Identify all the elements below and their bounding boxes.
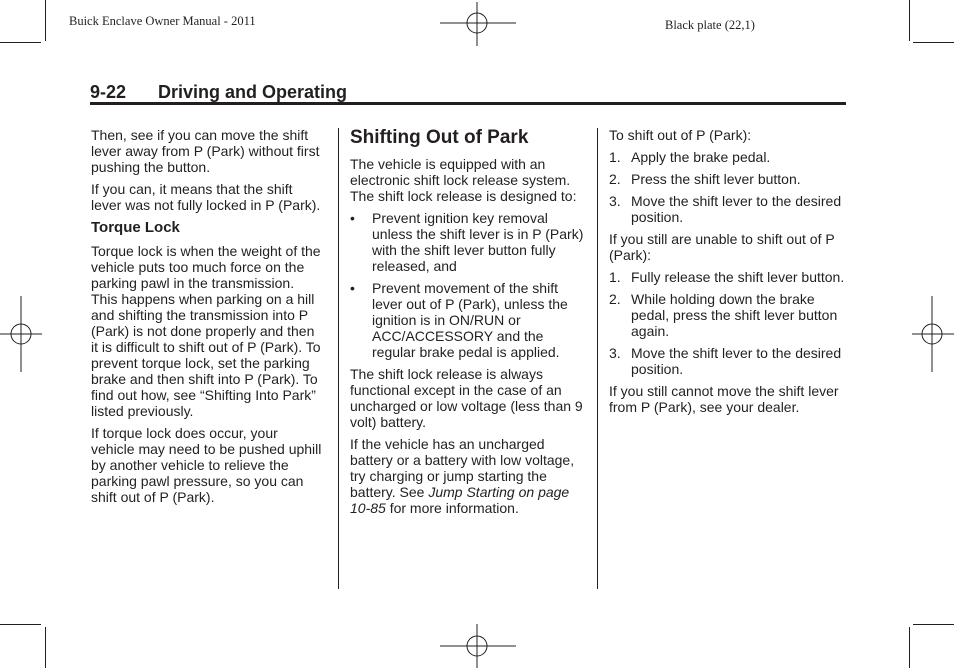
paragraph: Torque lock is when the weight of the vehicle puts too much force on the parking pawl in the transmission. This happens when parking on a hill and shifting the transmission into P (Park) is not done properly and then it is difficult to shift out of P (Park). To prevent torque lock, set the parking brake and then shift into P (Park). To find out how, see “Shifting Into Park” listed previously. <box>91 243 321 419</box>
step-text: While holding down the brake pedal, press the shift lever button again. <box>631 291 838 339</box>
paragraph-text: for more information. <box>385 500 519 516</box>
crop-mark <box>913 624 954 625</box>
section-title: Driving and Operating <box>158 82 348 102</box>
step-number: 3. <box>609 345 621 361</box>
paragraph: If you can, it means that the shift lever was not fully locked in P (Park). <box>91 181 321 213</box>
paragraph: Then, see if you can move the shift lever away from P (Park) without first pushing the button. <box>91 127 320 175</box>
paragraph: The shift lock release is always functional except in the case of an uncharged or low voltage (less than 9 volt) battery. <box>350 366 583 430</box>
manual-title: Buick Enclave Owner Manual - 2011 <box>69 14 256 28</box>
heading-shifting-out-of-park: Shifting Out of Park <box>350 127 529 148</box>
crop-mark <box>45 627 46 668</box>
step-number: 3. <box>609 193 621 209</box>
paragraph <box>350 436 586 516</box>
registration-mark-icon <box>0 296 42 372</box>
paragraph: If torque lock does occur, your vehicle may need to be pushed uphill by another vehicle to relieve the parking pawl pressure, so you can shift out of P (Park). <box>91 425 322 505</box>
column-1 <box>91 127 323 511</box>
crop-mark <box>913 42 954 43</box>
registration-mark-icon <box>912 296 954 372</box>
step-text: Apply the brake pedal. <box>631 149 771 165</box>
step-item <box>609 269 847 285</box>
step-number: 2. <box>609 171 621 187</box>
cross-reference-link[interactable]: Jump Starting on page 10-85 <box>350 484 570 516</box>
subheading-torque-lock: Torque Lock <box>91 219 180 236</box>
paragraph: If you still cannot move the shift lever from P (Park), see your dealer. <box>609 383 839 415</box>
bullet-text: Prevent movement of the shift lever out of P (Park), unless the ignition is in ON/RUN or ACC/ACCESSORY and the regular brake pedal is applied. <box>372 280 568 360</box>
bullet-item <box>350 210 586 274</box>
registration-mark-icon <box>440 2 516 46</box>
step-item <box>609 345 847 377</box>
column-divider <box>338 128 339 589</box>
step-number: 1. <box>609 269 621 285</box>
bullet-text: Prevent ignition key removal unless the shift lever is in P (Park) with the shift lever button fully released, and <box>372 210 584 274</box>
column-2 <box>350 127 586 522</box>
bullet-marker: • <box>350 280 355 296</box>
step-item <box>609 193 847 225</box>
column-divider <box>597 128 598 589</box>
paragraph: The vehicle is equipped with an electronic shift lock release system. The shift lock release is designed to: <box>350 156 577 204</box>
step-text: Press the shift lever button. <box>631 171 801 187</box>
step-text: Move the shift lever to the desired position. <box>631 345 842 377</box>
step-text: Move the shift lever to the desired position. <box>631 193 842 225</box>
crop-mark <box>0 42 41 43</box>
crop-mark <box>909 627 910 668</box>
step-item <box>609 291 847 339</box>
section-header <box>90 80 846 106</box>
section-rule <box>90 102 846 105</box>
bullet-item <box>350 280 586 360</box>
plate-label: Black plate (22,1) <box>665 18 755 32</box>
paragraph: If you still are unable to shift out of P (Park): <box>609 231 835 263</box>
step-number: 2. <box>609 291 621 307</box>
column-3 <box>609 127 847 421</box>
step-number: 1. <box>609 149 621 165</box>
paragraph: To shift out of P (Park): <box>609 127 752 143</box>
crop-mark <box>0 624 41 625</box>
registration-mark-icon <box>440 624 516 668</box>
step-item <box>609 171 847 187</box>
step-item <box>609 149 847 165</box>
crop-mark <box>45 0 46 41</box>
paragraph-text: If the vehicle has an uncharged battery or a battery with low voltage, try charging or jump starting the battery. See <box>350 436 575 500</box>
bullet-marker: • <box>350 210 355 226</box>
crop-mark <box>909 0 910 41</box>
page-number: 9-22 <box>90 82 127 102</box>
step-text: Fully release the shift lever button. <box>631 269 845 285</box>
